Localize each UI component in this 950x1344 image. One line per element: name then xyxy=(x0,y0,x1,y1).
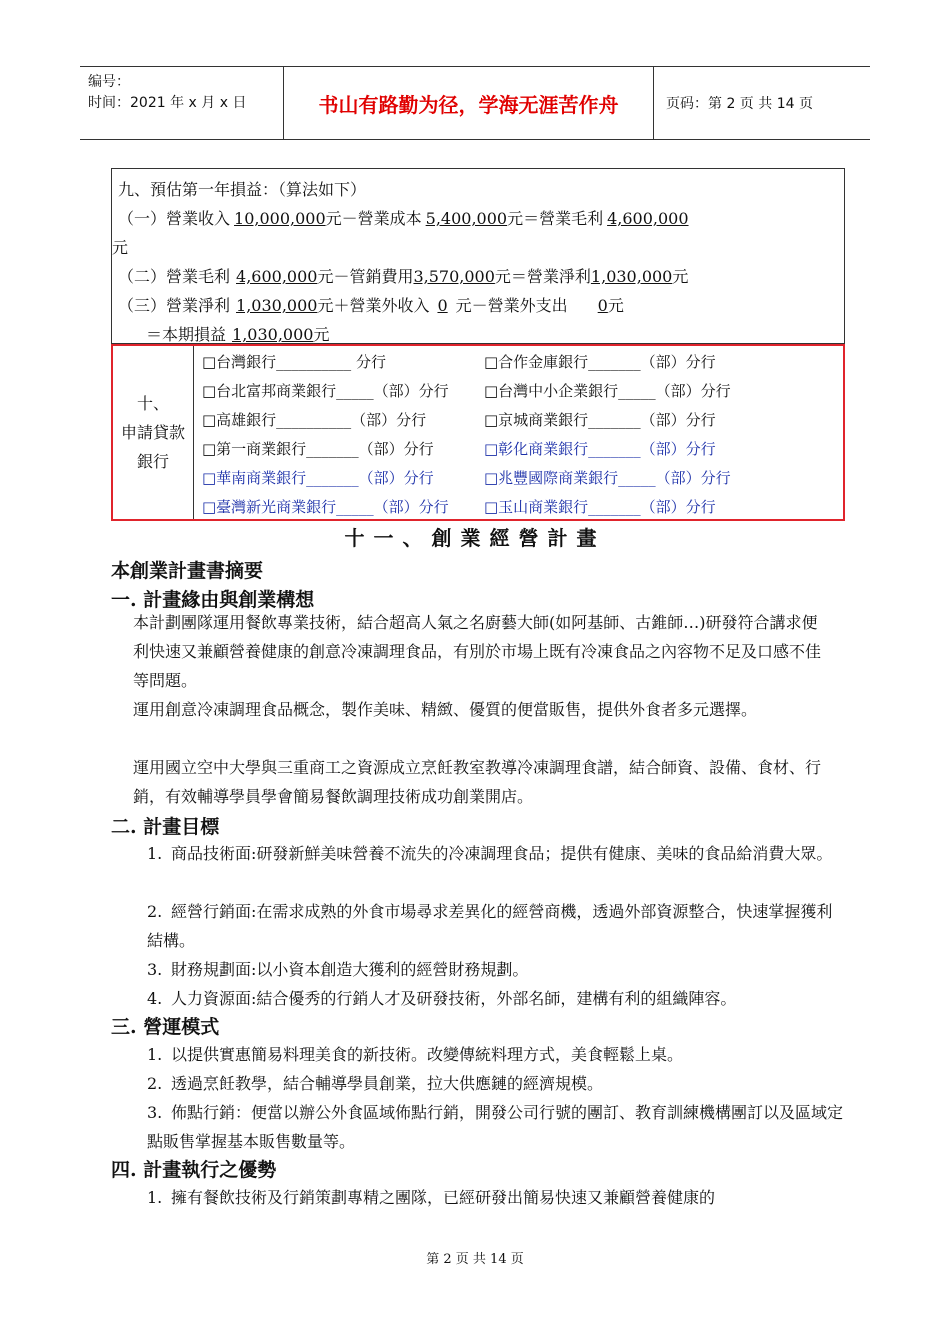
paragraph-origin-1: 本計劃團隊運用餐飲專業技術，結合超高人氣之名廚藝大師(如阿基師、古錐師…)研發符合講求便利快速又兼顧營養健康的創意冷凍調理食品，有別於市場上既有冷凍食品之內容物不足及口感不佳等問題。 xyxy=(133,613,822,690)
bank-option[interactable]: □第一商業銀行_______（部）分行 xyxy=(202,440,434,458)
bank-row xyxy=(202,406,843,435)
bank-row xyxy=(202,377,843,406)
bank-option[interactable]: □台灣中小企業銀行_____（部）分行 xyxy=(484,382,731,400)
paragraph-origin-3: 運用國立空中大學與三重商工之資源成立烹飪教室教導冷凍調理食譜，結合師資、設備、食材、行銷，有效輔導學員學會簡易餐飲調理技術成功創業開店。 xyxy=(133,758,822,806)
loan-bank-box xyxy=(111,344,845,521)
line-period-profit: ＝本期損益 1,030,000元 xyxy=(146,325,330,344)
paragraph-origin-2: 運用創意冷凍調理食品概念，製作美味、精緻、優質的便當販售，提供外食者多元選擇。 xyxy=(133,700,758,719)
list-item: 1. 以提供實惠簡易料理美食的新技術。改變傳統料理方式，美食輕鬆上桌。 xyxy=(147,1045,684,1064)
bank-option[interactable]: □合作金庫銀行_______（部）分行 xyxy=(484,353,716,371)
line-revenue-unit: 元 xyxy=(112,238,129,257)
bank-option[interactable]: □台灣銀行__________ 分行 xyxy=(202,353,386,371)
line-revenue: （一）營業收入 10,000,000元－營業成本 5,400,000元＝營業毛利 4,600,000 xyxy=(118,209,689,228)
bank-option[interactable]: □高雄銀行__________（部）分行 xyxy=(202,411,427,429)
serial-label: 编号： xyxy=(88,74,130,90)
header-motto: 书山有路勤为径，学海无涯苦作舟 xyxy=(284,67,654,139)
heading-advantages: 四. 計畫執行之優勢 xyxy=(111,1159,277,1181)
bank-option-link[interactable]: □臺灣新光商業銀行_____（部）分行 xyxy=(202,498,449,516)
line-net-profit: （三）營業淨利 1,030,000元＋營業外收入 0 元－營業外支出 0元 xyxy=(118,296,624,315)
time-label: 时间：2021 年 x 月 x 日 xyxy=(88,95,247,111)
list-item: 1. 商品技術面:研發新鮮美味營養不流失的冷凍調理食品；提供有健康、美味的食品給消費大眾。 xyxy=(147,844,833,863)
list-item: 3. 佈點行銷：便當以辦公外食區域佈點行銷，開發公司行號的團訂、教育訓練機構團訂以及區域定點販售掌握基本販售數量等。 xyxy=(147,1103,844,1151)
page-header xyxy=(80,66,870,140)
line-gross-profit: （二）營業毛利 4,600,000元－管銷費用3,570,000元＝營業淨利1,030,000元 xyxy=(118,267,689,286)
bank-row xyxy=(202,493,843,522)
bank-option-link[interactable]: □彰化商業銀行_______（部）分行 xyxy=(484,440,716,458)
list-item: 4. 人力資源面:結合優秀的行銷人才及研發技術，外部名師，建構有利的組織陣容。 xyxy=(147,989,737,1008)
bank-row xyxy=(202,435,843,464)
summary-heading: 本創業計畫書摘要 xyxy=(111,560,264,582)
list-item: 2. 透過烹飪教學，結合輔導學員創業，拉大供應鏈的經濟規模。 xyxy=(147,1074,604,1093)
page-footer: 第 2 页 共 14 页 xyxy=(426,1252,524,1267)
bank-option-link[interactable]: □華南商業銀行_______（部）分行 xyxy=(202,469,434,487)
list-item: 1. 擁有餐飲技術及行銷策劃專精之團隊，已經研發出簡易快速又兼顧營養健康的 xyxy=(147,1188,716,1207)
bank-options xyxy=(194,346,843,519)
list-item: 3. 財務規劃面:以小資本創造大獲利的經營財務規劃。 xyxy=(147,960,529,979)
profit-estimate-box xyxy=(111,168,845,344)
heading-goals: 二. 計畫目標 xyxy=(111,816,220,838)
header-meta xyxy=(80,67,284,139)
heading-origin: 一. 計畫緣由與創業構想 xyxy=(111,589,315,611)
loan-bank-label: 十、 申請貸款 銀行 xyxy=(113,346,194,519)
header-page-label: 页码：第 2 页 共 14 页 xyxy=(666,96,813,112)
heading-operation: 三. 營運模式 xyxy=(111,1016,220,1038)
bank-row xyxy=(202,348,843,377)
bank-row xyxy=(202,464,843,493)
bank-option-link[interactable]: □兆豐國際商業銀行_____（部）分行 xyxy=(484,469,731,487)
section9-title: 九、預估第一年損益：（算法如下） xyxy=(118,180,367,199)
section11-title: 十一、創業經營計畫 xyxy=(344,526,606,550)
bank-option-link[interactable]: □玉山商業銀行_______（部）分行 xyxy=(484,498,716,516)
bank-option[interactable]: □台北富邦商業銀行_____（部）分行 xyxy=(202,382,449,400)
list-item: 2. 經營行銷面:在需求成熟的外食市場尋求差異化的經營商機，透過外部資源整合，快速掌握獲利結構。 xyxy=(147,902,833,950)
bank-option[interactable]: □京城商業銀行_______（部）分行 xyxy=(484,411,716,429)
